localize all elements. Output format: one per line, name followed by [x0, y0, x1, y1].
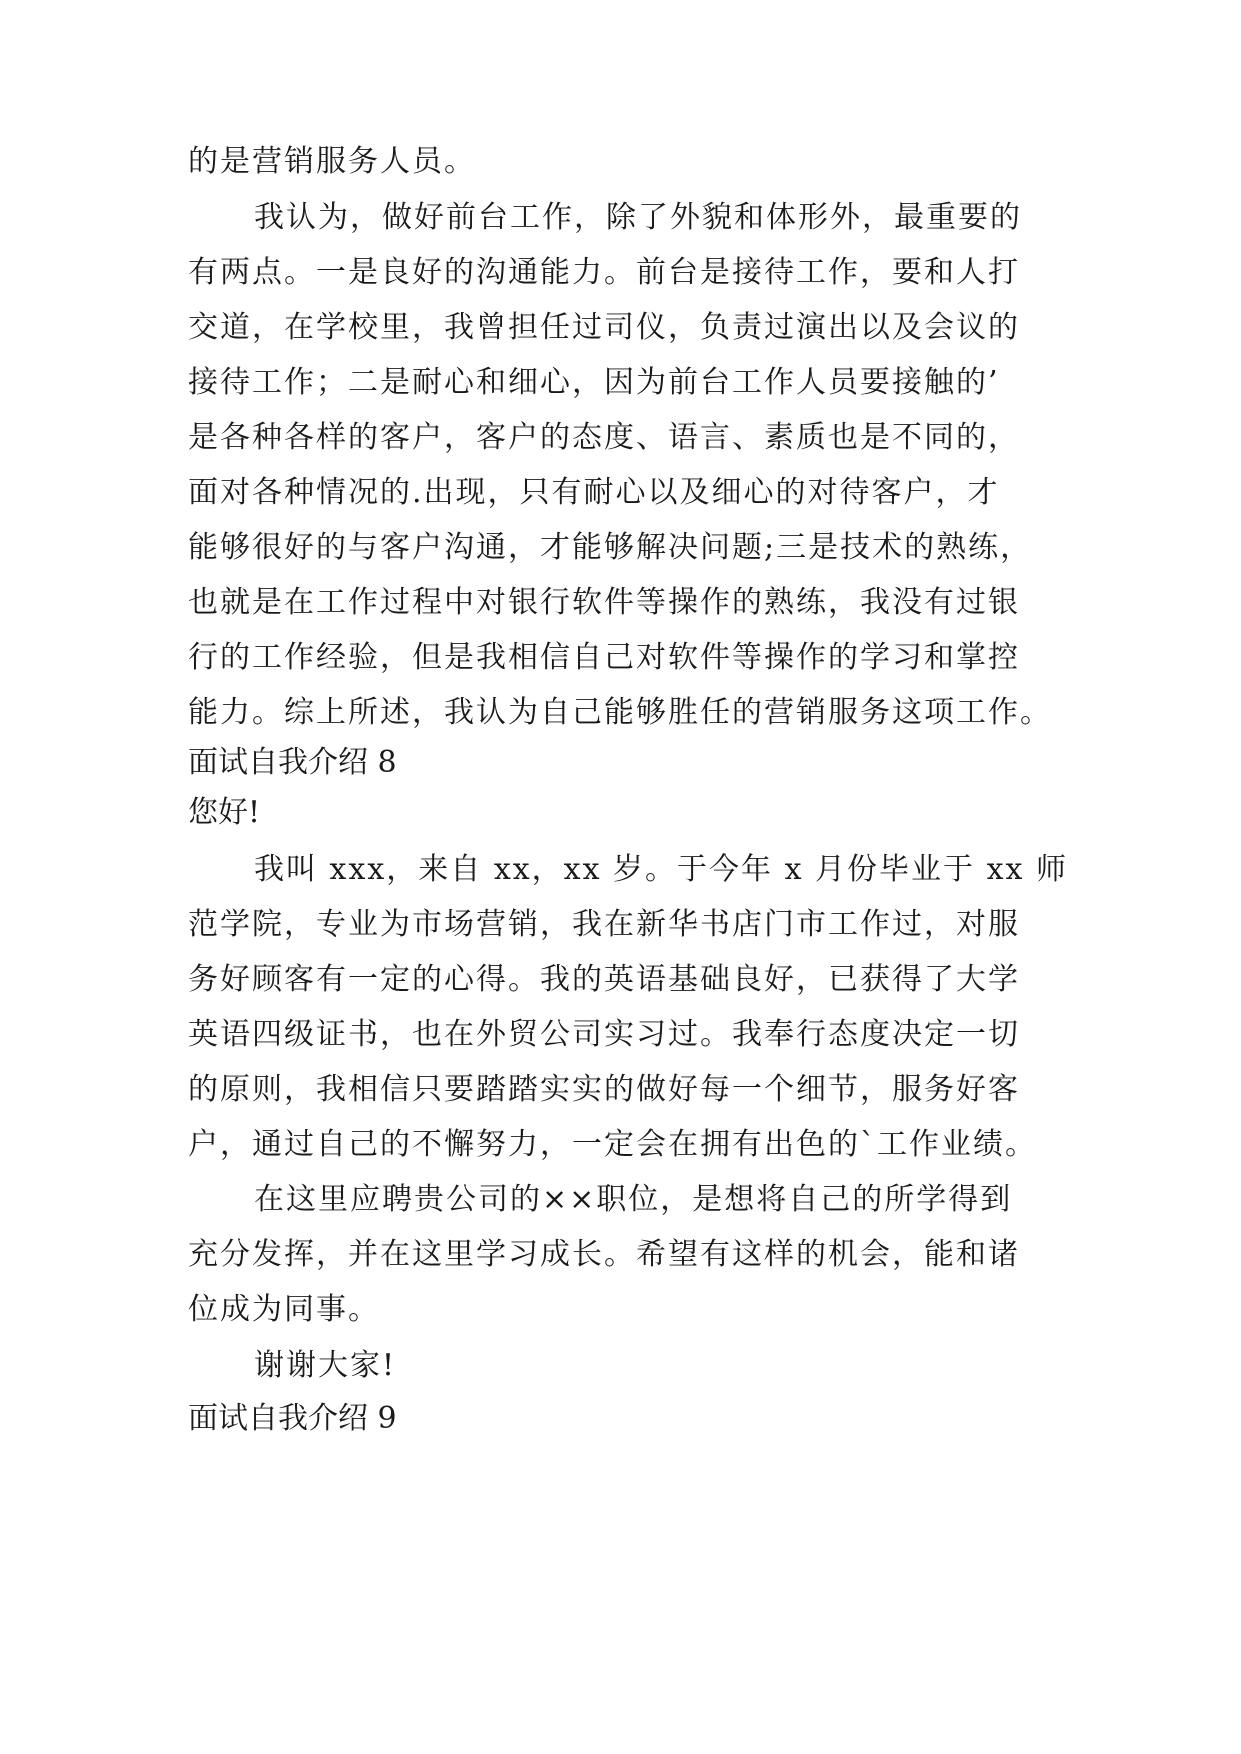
text-line: 也就是在工作过程中对银行软件等操作的熟练，我没有过银 — [188, 585, 1020, 620]
text-line: 面对各种情况的.出现，只有耐心以及细心的对待客户，才 — [188, 475, 1000, 510]
text-line: 英语四级证书，也在外贸公司实习过。我奉行态度决定一切 — [188, 1017, 1020, 1052]
text-line: 能够很好的与客户沟通，才能够解决问题;三是技术的熟练， — [188, 530, 1033, 565]
text-line: 是各种各样的客户，客户的态度、语言、素质也是不同的， — [188, 420, 1020, 455]
text-line: 范学院，专业为市场营销，我在新华书店门市工作过，对服 — [188, 907, 1020, 942]
text-line: 我认为，做好前台工作，除了外貌和体形外，最重要的 — [254, 200, 1022, 235]
closing-line: 谢谢大家! — [254, 1348, 397, 1383]
section-heading: 面试自我介绍 8 — [188, 745, 397, 780]
text-line: 户，通过自己的不懈努力，一定会在拥有出色的`工作业绩。 — [188, 1127, 1037, 1162]
text-line: 能力。综上所述，我认为自己能够胜任的营销服务这项工作。 — [188, 695, 1052, 730]
text-line: 交道，在学校里，我曾担任过司仪，负责过演出以及会议的 — [188, 310, 1020, 345]
text-line: 充分发挥，并在这里学习成长。希望有这样的机会，能和诸 — [188, 1237, 1020, 1272]
text-line: 位成为同事。 — [188, 1292, 380, 1327]
text-line: 在这里应聘贵公司的××职位，是想将自己的所学得到 — [254, 1182, 1013, 1217]
text-line: 我叫 xxx，来自 xx，xx 岁。于今年 x 月份毕业于 xx 师 — [254, 852, 1068, 887]
text-line: 行的工作经验，但是我相信自己对软件等操作的学习和掌控 — [188, 640, 1020, 675]
text-line: 的原则，我相信只要踏踏实实的做好每一个细节，服务好客 — [188, 1072, 1020, 1107]
text-line: 接待工作；二是耐心和细心，因为前台工作人员要接触的’ — [188, 365, 1000, 400]
text-line: 的是营销服务人员。 — [188, 144, 476, 179]
section-heading: 面试自我介绍 9 — [188, 1401, 397, 1436]
text-line: 务好顾客有一定的心得。我的英语基础良好，已获得了大学 — [188, 962, 1020, 997]
greeting: 您好! — [188, 795, 261, 830]
text-line: 有两点。一是良好的沟通能力。前台是接待工作，要和人打 — [188, 255, 1020, 290]
